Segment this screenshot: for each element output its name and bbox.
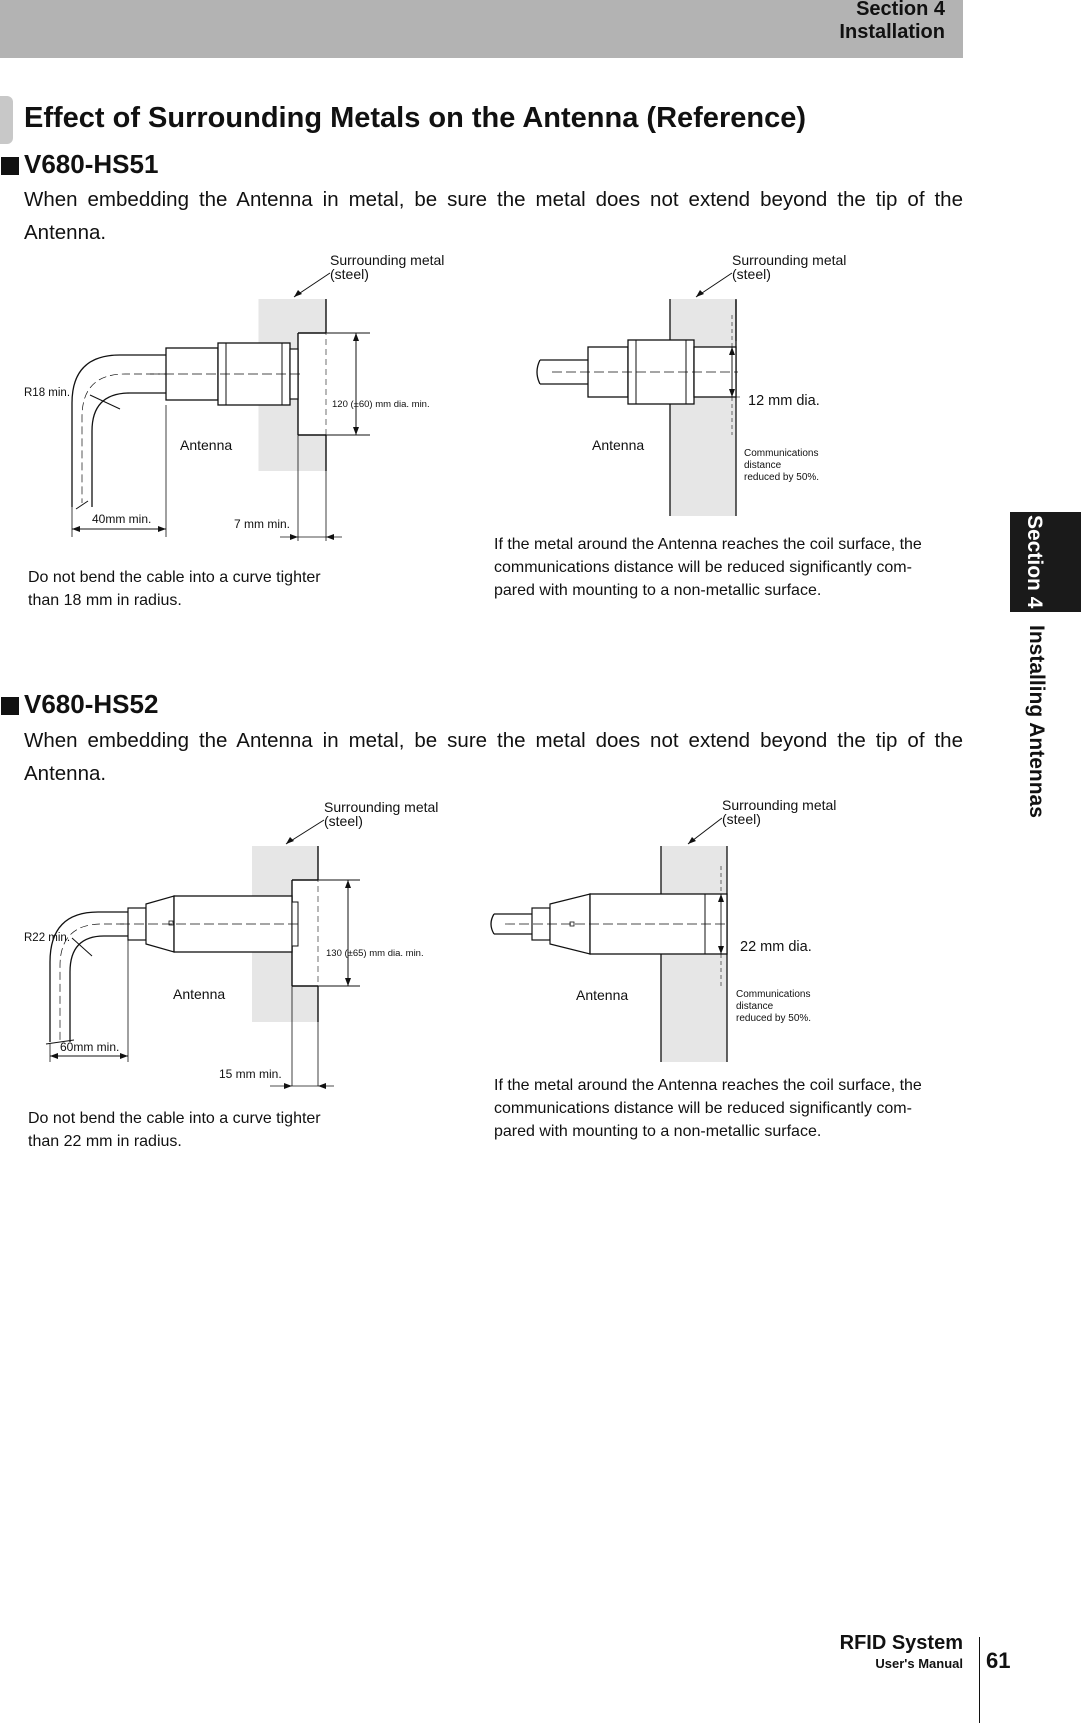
section-body: When embedding the Antenna in metal, be sure the metal does not extend beyond the tip of the Antenna. [24,188,963,244]
comm-label: reduced by 50%. [744,472,820,483]
metal-label: Surrounding metal [722,797,837,813]
title-marker [0,96,13,144]
metal-label-sub: (steel) [732,266,771,282]
cable-length-label: 60mm min. [60,1040,120,1054]
metal-region [670,299,736,516]
cable-length-label: 40mm min. [92,512,152,526]
page-header-bar [0,0,963,58]
comm-label: reduced by 50%. [736,1013,812,1024]
metal-label-sub: (steel) [722,811,761,827]
side-tab-chapter: Installing Antennas [1025,625,1048,818]
figure-caption: Do not bend the cable into a curve tighter than 18 mm in radius. [28,569,321,609]
comm-label: distance [736,1001,774,1012]
antenna-label: Antenna [173,986,226,1002]
figure-caption: Do not bend the cable into a curve tighter than 22 mm in radius. [28,1110,321,1150]
page-number: 61 [986,1648,1011,1673]
diagram-hs51 [0,245,960,531]
figure-caption: If the metal around the Antenna reaches the coil surface, the communications distance will be reduced significantly com- pared with mounting to a non-metallic surface. [494,1077,922,1140]
footer-title: RFID System [839,1632,963,1654]
square-bullet-icon [1,697,19,715]
side-tab-section: Section 4 [1023,515,1046,609]
figure-hs52 [0,790,960,1081]
footer-divider [979,1637,980,1723]
comm-label: Communications [736,989,811,1000]
diameter-label: 22 mm dia. [740,939,812,955]
metal-label: Surrounding metal [324,799,439,815]
section-heading: V680-HS52 [24,689,159,719]
metal-label-sub: (steel) [330,266,369,282]
metal-label: Surrounding metal [330,252,445,268]
diagram-hs52 [0,790,960,1081]
figure-caption: If the metal around the Antenna reaches the coil surface, the communications distance will be reduced significantly com- pared with mounting to a non-metallic surface. [494,536,922,599]
comm-label: distance [744,460,782,471]
footer-subtitle: User's Manual [875,1656,963,1671]
header-title: Installation [839,21,945,43]
antenna-label: Antenna [576,987,629,1003]
section-body: When embedding the Antenna in metal, be sure the metal does not extend beyond the tip of the Antenna. [24,729,963,785]
comm-label: Communications [744,448,819,459]
diameter-label: 12 mm dia. [748,393,820,409]
figure-hs51 [0,245,960,531]
radius-label: R18 min. [24,387,71,399]
antenna-label: Antenna [592,437,645,453]
depth-label: 15 mm min. [219,1067,282,1081]
section-heading: V680-HS51 [24,149,159,179]
radius-label: R22 min. [24,932,71,944]
antenna-label: Antenna [180,437,233,453]
page-title: Effect of Surrounding Metals on the Antenna (Reference) [24,102,806,134]
metal-label: Surrounding metal [732,252,847,268]
diameter-label: 120 (±60) mm dia. min. [332,399,430,410]
depth-label: 7 mm min. [234,517,291,531]
metal-label-sub: (steel) [324,813,363,829]
header-section: Section 4 [856,0,945,20]
square-bullet-icon [1,157,19,175]
diameter-label: 130 (±65) mm dia. min. [326,948,424,959]
